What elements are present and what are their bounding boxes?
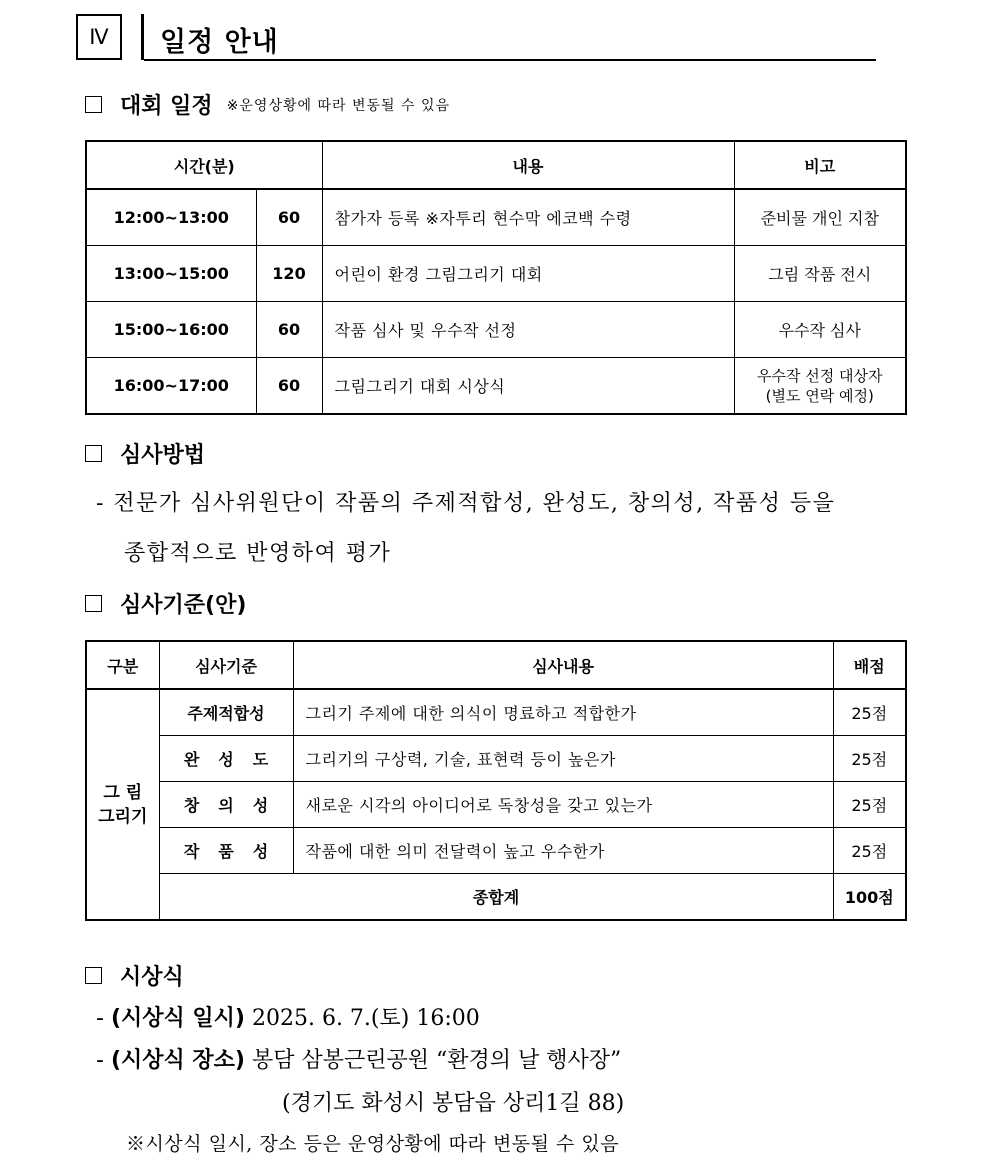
table-row [86,736,906,782]
header-remark: 비고 [734,141,906,189]
criterion-cell: 창의성 [159,782,293,828]
header-criterion: 심사기준 [159,641,293,689]
score-cell: 25점 [833,782,906,828]
content-cell: 작품 심사 및 우수작 선정 [322,302,734,358]
bullet-dash: - [96,1006,111,1031]
title-bar [141,14,144,60]
ceremony-place-line [96,1043,621,1074]
table-row [86,246,906,302]
time-cell: 15:00~16:00 [86,302,256,358]
criterion-cell: 작품성 [159,828,293,874]
remark-line: 우수작 선정 대상자 [757,366,883,385]
content-cell: 그림그리기 대회 시상식 [322,358,734,415]
minutes-cell: 120 [256,246,322,302]
criteria-table [85,640,907,921]
ceremony-note: ※시상식 일시, 장소 등은 운영상황에 따라 변동될 수 있음 [126,1133,620,1155]
time-cell: 13:00~15:00 [86,246,256,302]
total-label: 종합계 [159,874,833,921]
ceremony-time-value: 2025. 6. 7.(토) 16:00 [251,1006,480,1031]
score-cell: 25점 [833,689,906,736]
checkbox-square-icon [85,445,102,462]
header-category: 구분 [86,641,159,689]
table-row [86,782,906,828]
criterion-cell: 주제적합성 [159,689,293,736]
category-line: 그리기 [98,806,148,827]
chapter-number: Ⅳ [76,14,122,60]
checkbox-square-icon [85,967,102,984]
header-score: 배점 [833,641,906,689]
method-line-2: 종합적으로 반영하여 평가 [124,541,392,566]
criteria-title: 심사기준(안) [120,593,247,618]
content-cell: 그리기 주제에 대한 의식이 명료하고 적합한가 [293,689,833,736]
content-cell: 어린이 환경 그림그리기 대회 [322,246,734,302]
total-row [86,874,906,921]
criteria-heading [85,588,246,619]
minutes-cell: 60 [256,189,322,246]
remark-cell: 우수작 심사 [734,302,906,358]
checkbox-square-icon [85,595,102,612]
bullet-dash: - [96,1048,111,1073]
ceremony-title: 시상식 [120,965,184,990]
header-content: 심사내용 [293,641,833,689]
minutes-cell: 60 [256,302,322,358]
ceremony-time-line [96,1001,480,1032]
remark-cell: 그림 작품 전시 [734,246,906,302]
table-row [86,358,906,415]
table-row [86,689,906,736]
content-cell: 참가자 등록 ※자투리 현수막 에코백 수령 [322,189,734,246]
ceremony-address: (경기도 화성시 봉담읍 상리1길 88) [282,1091,625,1116]
method-title: 심사방법 [120,443,206,468]
score-cell: 25점 [833,828,906,874]
remark-cell: 준비물 개인 지참 [734,189,906,246]
time-cell: 16:00~17:00 [86,358,256,415]
schedule-table [85,140,907,415]
ceremony-place-value: 봉담 삼봉근린공원 “환경의 날 행사장” [251,1048,622,1073]
ceremony-time-label: (시상식 일시) [110,1006,245,1031]
header-content: 내용 [322,141,734,189]
schedule-title: 대회 일정 [120,94,213,119]
page-title: 일정 안내 [160,27,279,58]
remark-cell [734,358,906,415]
method-heading [85,438,205,469]
criteria-header-row [86,641,906,689]
ceremony-heading [85,960,184,991]
time-cell: 12:00~13:00 [86,189,256,246]
score-cell: 25점 [833,736,906,782]
content-cell: 그리기의 구상력, 기술, 표현력 등이 높은가 [293,736,833,782]
table-row [86,828,906,874]
content-cell: 새로운 시각의 아이디어로 독창성을 갖고 있는가 [293,782,833,828]
title-underline [144,59,876,61]
total-score: 100점 [833,874,906,921]
schedule-header-row [86,141,906,189]
remark-line: (별도 연락 예정) [765,386,874,405]
minutes-cell: 60 [256,358,322,415]
category-line: 그 림 [103,782,143,803]
category-cell [86,689,159,920]
content-cell: 작품에 대한 의미 전달력이 높고 우수한가 [293,828,833,874]
criterion-cell: 완성도 [159,736,293,782]
schedule-heading [85,89,450,120]
table-row [86,189,906,246]
table-row [86,302,906,358]
method-line-1: - 전문가 심사위원단이 작품의 주제적합성, 완성도, 창의성, 작품성 등을 [96,491,836,516]
header-time: 시간(분) [86,141,322,189]
ceremony-place-label: (시상식 장소) [110,1048,245,1073]
checkbox-square-icon [85,96,102,113]
schedule-note: ※운영상황에 따라 변동될 수 있음 [226,97,451,114]
